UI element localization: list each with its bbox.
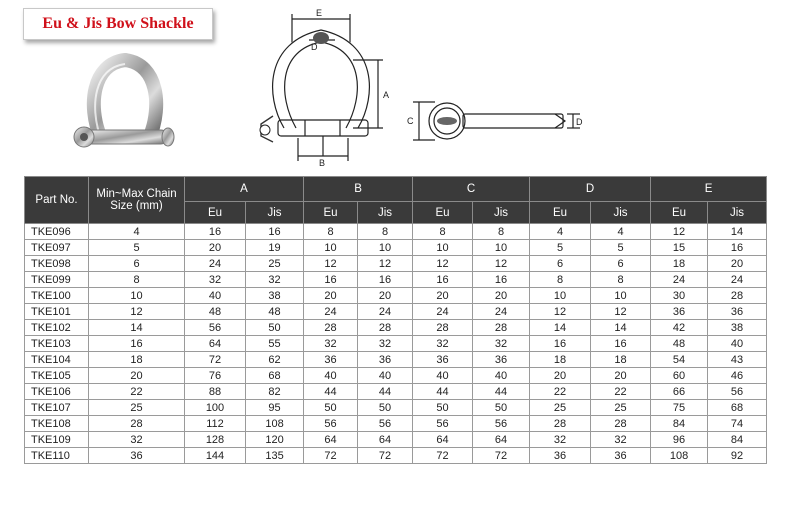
table-cell: 50 [304, 400, 358, 416]
table-cell: 10 [530, 288, 591, 304]
spec-table [24, 176, 767, 464]
part-number-cell: TKE106 [25, 384, 89, 400]
table-cell: 32 [591, 432, 651, 448]
table-cell: 38 [708, 320, 767, 336]
table-cell: 6 [530, 256, 591, 272]
table-cell: 56 [708, 384, 767, 400]
table-cell: 72 [304, 448, 358, 464]
table-row [25, 320, 767, 336]
table-row [25, 256, 767, 272]
table-cell: 135 [246, 448, 304, 464]
table-cell: 120 [246, 432, 304, 448]
label-d-top: D [311, 42, 318, 52]
table-cell: 48 [246, 304, 304, 320]
table-cell: 6 [591, 256, 651, 272]
table-cell: 20 [358, 288, 413, 304]
table-cell: 20 [185, 240, 246, 256]
table-cell: 108 [246, 416, 304, 432]
table-cell: 82 [246, 384, 304, 400]
table-cell: 64 [358, 432, 413, 448]
table-row [25, 416, 767, 432]
header-d: D [530, 177, 651, 202]
table-cell: 66 [651, 384, 708, 400]
table-cell: 28 [89, 416, 185, 432]
table-cell: 18 [591, 352, 651, 368]
part-number-cell: TKE096 [25, 224, 89, 240]
page-title: Eu & Jis Bow Shackle [42, 15, 194, 32]
table-cell: 5 [530, 240, 591, 256]
table-cell: 24 [473, 304, 530, 320]
table-cell: 4 [89, 224, 185, 240]
header-d-eu: Eu [530, 202, 591, 224]
table-cell: 48 [651, 336, 708, 352]
shackle-photo [70, 46, 180, 171]
table-cell: 20 [89, 368, 185, 384]
table-cell: 56 [358, 416, 413, 432]
part-number-cell: TKE107 [25, 400, 89, 416]
table-cell: 20 [304, 288, 358, 304]
table-cell: 16 [473, 272, 530, 288]
table-cell: 12 [413, 256, 473, 272]
table-cell: 14 [708, 224, 767, 240]
spec-table-body [25, 224, 767, 464]
table-cell: 56 [413, 416, 473, 432]
table-cell: 5 [89, 240, 185, 256]
table-cell: 84 [651, 416, 708, 432]
table-cell: 20 [530, 368, 591, 384]
table-cell: 32 [304, 336, 358, 352]
table-cell: 10 [304, 240, 358, 256]
table-row [25, 448, 767, 464]
table-row [25, 432, 767, 448]
table-cell: 74 [708, 416, 767, 432]
table-cell: 28 [708, 288, 767, 304]
table-row [25, 400, 767, 416]
part-number-cell: TKE110 [25, 448, 89, 464]
table-cell: 16 [89, 336, 185, 352]
table-cell: 12 [473, 256, 530, 272]
table-cell: 18 [530, 352, 591, 368]
table-cell: 44 [473, 384, 530, 400]
table-cell: 64 [473, 432, 530, 448]
table-cell: 100 [185, 400, 246, 416]
table-cell: 28 [473, 320, 530, 336]
table-cell: 12 [358, 256, 413, 272]
header-d-jis: Jis [591, 202, 651, 224]
table-cell: 75 [651, 400, 708, 416]
table-row [25, 368, 767, 384]
shackle-front-diagram [245, 6, 390, 168]
part-number-cell: TKE104 [25, 352, 89, 368]
table-cell: 32 [358, 336, 413, 352]
table-cell: 44 [304, 384, 358, 400]
table-cell: 36 [89, 448, 185, 464]
table-cell: 16 [185, 224, 246, 240]
table-cell: 28 [591, 416, 651, 432]
table-cell: 25 [246, 256, 304, 272]
table-cell: 40 [413, 368, 473, 384]
table-cell: 24 [304, 304, 358, 320]
table-cell: 38 [246, 288, 304, 304]
header-e-jis: Jis [708, 202, 767, 224]
table-cell: 12 [304, 256, 358, 272]
header-b-jis: Jis [358, 202, 413, 224]
table-cell: 32 [413, 336, 473, 352]
part-number-cell: TKE103 [25, 336, 89, 352]
table-row [25, 304, 767, 320]
table-cell: 72 [413, 448, 473, 464]
table-cell: 19 [246, 240, 304, 256]
table-cell: 8 [591, 272, 651, 288]
table-cell: 24 [358, 304, 413, 320]
table-cell: 5 [591, 240, 651, 256]
table-cell: 28 [358, 320, 413, 336]
table-cell: 16 [246, 224, 304, 240]
table-cell: 56 [185, 320, 246, 336]
table-cell: 64 [304, 432, 358, 448]
table-cell: 40 [304, 368, 358, 384]
part-number-cell: TKE105 [25, 368, 89, 384]
table-cell: 68 [708, 400, 767, 416]
table-cell: 8 [530, 272, 591, 288]
header-part-no: Part No. [25, 177, 89, 224]
table-cell: 18 [89, 352, 185, 368]
table-cell: 22 [89, 384, 185, 400]
table-cell: 30 [651, 288, 708, 304]
title-box [23, 8, 213, 40]
table-cell: 14 [89, 320, 185, 336]
table-cell: 8 [358, 224, 413, 240]
table-cell: 24 [708, 272, 767, 288]
table-cell: 88 [185, 384, 246, 400]
label-a: A [383, 90, 390, 100]
table-cell: 55 [246, 336, 304, 352]
header-a-jis: Jis [246, 202, 304, 224]
header-c-eu: Eu [413, 202, 473, 224]
table-cell: 20 [708, 256, 767, 272]
table-cell: 32 [473, 336, 530, 352]
table-cell: 46 [708, 368, 767, 384]
table-cell: 64 [185, 336, 246, 352]
table-cell: 12 [89, 304, 185, 320]
table-cell: 40 [473, 368, 530, 384]
table-cell: 24 [185, 256, 246, 272]
header-b-eu: Eu [304, 202, 358, 224]
table-cell: 60 [651, 368, 708, 384]
header-e-eu: Eu [651, 202, 708, 224]
table-cell: 18 [651, 256, 708, 272]
part-number-cell: TKE100 [25, 288, 89, 304]
table-cell: 8 [413, 224, 473, 240]
label-d-pin: D [576, 117, 583, 127]
table-cell: 16 [591, 336, 651, 352]
table-cell: 24 [651, 272, 708, 288]
table-cell: 32 [530, 432, 591, 448]
table-cell: 40 [185, 288, 246, 304]
table-cell: 68 [246, 368, 304, 384]
part-number-cell: TKE098 [25, 256, 89, 272]
header-c: C [413, 177, 530, 202]
table-cell: 14 [591, 320, 651, 336]
table-cell: 40 [708, 336, 767, 352]
table-cell: 36 [358, 352, 413, 368]
table-cell: 42 [651, 320, 708, 336]
table-cell: 16 [358, 272, 413, 288]
table-cell: 24 [413, 304, 473, 320]
table-cell: 64 [413, 432, 473, 448]
table-cell: 16 [413, 272, 473, 288]
part-number-cell: TKE097 [25, 240, 89, 256]
table-cell: 32 [89, 432, 185, 448]
table-cell: 20 [413, 288, 473, 304]
header-c-jis: Jis [473, 202, 530, 224]
table-cell: 20 [591, 368, 651, 384]
table-cell: 22 [530, 384, 591, 400]
table-cell: 36 [708, 304, 767, 320]
part-number-cell: TKE108 [25, 416, 89, 432]
table-cell: 28 [530, 416, 591, 432]
part-number-cell: TKE109 [25, 432, 89, 448]
table-cell: 12 [651, 224, 708, 240]
table-cell: 10 [89, 288, 185, 304]
table-row [25, 384, 767, 400]
table-cell: 16 [304, 272, 358, 288]
table-row [25, 224, 767, 240]
table-cell: 36 [651, 304, 708, 320]
table-cell: 4 [591, 224, 651, 240]
label-c: C [407, 116, 414, 126]
header-b: B [304, 177, 413, 202]
table-cell: 84 [708, 432, 767, 448]
table-cell: 32 [246, 272, 304, 288]
table-cell: 76 [185, 368, 246, 384]
table-cell: 56 [304, 416, 358, 432]
table-cell: 56 [473, 416, 530, 432]
table-cell: 50 [413, 400, 473, 416]
table-cell: 36 [473, 352, 530, 368]
part-number-cell: TKE101 [25, 304, 89, 320]
table-cell: 44 [358, 384, 413, 400]
table-row [25, 272, 767, 288]
table-cell: 22 [591, 384, 651, 400]
table-cell: 32 [185, 272, 246, 288]
table-cell: 54 [651, 352, 708, 368]
table-cell: 25 [89, 400, 185, 416]
table-cell: 8 [89, 272, 185, 288]
table-cell: 12 [530, 304, 591, 320]
table-cell: 48 [185, 304, 246, 320]
table-cell: 112 [185, 416, 246, 432]
table-cell: 4 [530, 224, 591, 240]
table-cell: 16 [530, 336, 591, 352]
table-cell: 10 [591, 288, 651, 304]
table-row [25, 352, 767, 368]
part-number-cell: TKE102 [25, 320, 89, 336]
table-cell: 62 [246, 352, 304, 368]
table-cell: 36 [591, 448, 651, 464]
table-cell: 40 [358, 368, 413, 384]
table-cell: 50 [473, 400, 530, 416]
table-cell: 10 [413, 240, 473, 256]
table-cell: 50 [246, 320, 304, 336]
label-b: B [319, 158, 326, 168]
table-cell: 28 [413, 320, 473, 336]
table-cell: 128 [185, 432, 246, 448]
table-cell: 92 [708, 448, 767, 464]
shackle-pin-diagram [405, 88, 595, 158]
table-cell: 50 [358, 400, 413, 416]
table-cell: 108 [651, 448, 708, 464]
table-cell: 36 [304, 352, 358, 368]
table-cell: 6 [89, 256, 185, 272]
table-cell: 25 [591, 400, 651, 416]
table-cell: 144 [185, 448, 246, 464]
header-chain-size: Min~Max Chain Size (mm) [89, 177, 185, 224]
table-cell: 15 [651, 240, 708, 256]
table-cell: 10 [473, 240, 530, 256]
table-row [25, 288, 767, 304]
table-cell: 12 [591, 304, 651, 320]
table-cell: 8 [473, 224, 530, 240]
table-cell: 20 [473, 288, 530, 304]
table-cell: 72 [473, 448, 530, 464]
label-e: E [316, 8, 323, 18]
table-cell: 95 [246, 400, 304, 416]
table-cell: 44 [413, 384, 473, 400]
table-row [25, 240, 767, 256]
table-cell: 36 [530, 448, 591, 464]
table-row [25, 336, 767, 352]
header-e: E [651, 177, 767, 202]
table-cell: 25 [530, 400, 591, 416]
table-cell: 72 [185, 352, 246, 368]
table-cell: 43 [708, 352, 767, 368]
table-cell: 8 [304, 224, 358, 240]
header-a-eu: Eu [185, 202, 246, 224]
table-cell: 10 [358, 240, 413, 256]
table-cell: 28 [304, 320, 358, 336]
table-cell: 72 [358, 448, 413, 464]
table-cell: 16 [708, 240, 767, 256]
table-cell: 36 [413, 352, 473, 368]
table-cell: 96 [651, 432, 708, 448]
part-number-cell: TKE099 [25, 272, 89, 288]
header-a: A [185, 177, 304, 202]
table-cell: 14 [530, 320, 591, 336]
